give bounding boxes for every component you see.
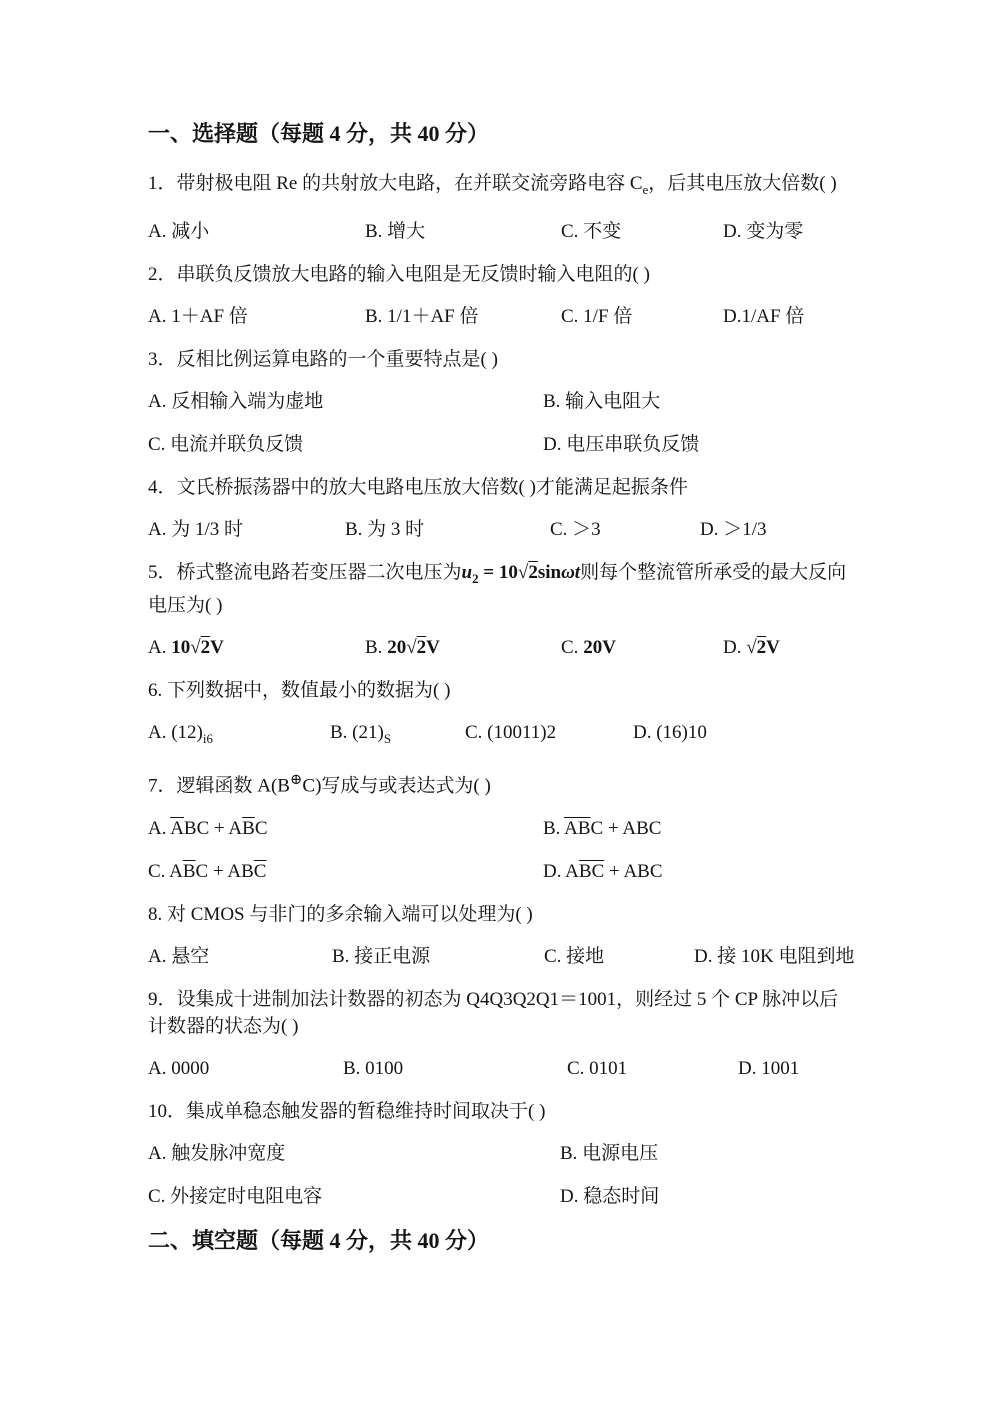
question-1 — [148, 170, 854, 245]
question-7-options-row-1 — [148, 815, 854, 842]
option-4d: D. ＞1/3 — [700, 518, 767, 540]
option-8c: C. 接地 — [544, 945, 605, 967]
option-9d: D. 1001 — [738, 1057, 800, 1079]
option-10a: A. 触发脉冲宽度 — [148, 1142, 286, 1164]
option-9b: B. 0100 — [343, 1057, 404, 1079]
option-7a: A. $\overline{A}BC + A\overline{B}C$ — [148, 817, 268, 839]
question-8-text: 8. 对 CMOS 与非门的多余输入端可以处理为( ) — [148, 903, 533, 925]
question-2 — [148, 261, 854, 330]
question-7-options-row-2 — [148, 858, 854, 885]
question-8 — [148, 901, 854, 970]
option-10d: D. 稳态时间 — [560, 1185, 660, 1207]
option-4b: B. 为 3 时 — [345, 518, 425, 540]
question-5 — [148, 559, 854, 661]
option-5b: B. 20√2V — [365, 636, 440, 658]
option-6a: A. $(12)_{i6}$ — [148, 721, 213, 746]
question-3-options-row-1 — [148, 388, 854, 415]
option-7d: D. $A\overline{B}\overline{C}$ + ABC — [543, 860, 663, 882]
option-4c: C. ＞3 — [550, 518, 601, 540]
question-3 — [148, 346, 854, 458]
question-9-text: 9．设集成十进制加法计数器的初态为 Q4Q3Q2Q1＝1001，则经过 5 个 CP 脉冲以后计数器的状态为( ) — [148, 988, 839, 1037]
option-9a: A. 0000 — [148, 1057, 210, 1079]
exam-document — [148, 119, 854, 1256]
option-2c: C. 1/F 倍 — [561, 305, 633, 327]
option-10c: C. 外接定时电阻电容 — [148, 1185, 323, 1207]
question-2-options — [148, 303, 854, 330]
option-1c: C. 不变 — [561, 220, 622, 242]
question-4-options — [148, 516, 854, 543]
option-3b: B. 输入电阻大 — [543, 390, 661, 412]
option-5c: C. 20V — [561, 636, 616, 658]
question-7-text: 7．逻辑函数 A(B⊕C)写成与或表达式为( ) — [148, 772, 491, 797]
question-10-options-row-1 — [148, 1140, 854, 1167]
question-7 — [148, 767, 854, 884]
option-2a: A. 1＋AF 倍 — [148, 305, 248, 327]
question-4-text: 4．文氏桥振荡器中的放大电路电压放大倍数( )才能满足起振条件 — [148, 476, 688, 498]
option-1b: B. 增大 — [365, 220, 426, 242]
option-1d: D. 变为零 — [723, 220, 804, 242]
question-10 — [148, 1098, 854, 1210]
option-6d: D. (16)10 — [633, 721, 707, 743]
option-7b: B. $\overline{A}\overline{B}C$ + ABC — [543, 817, 662, 839]
question-3-options-row-2 — [148, 431, 854, 458]
option-10b: B. 电源电压 — [560, 1142, 659, 1164]
option-3c: C. 电流并联负反馈 — [148, 433, 304, 455]
option-7c: C. $A\overline{B}C + AB\overline{C}$ — [148, 860, 267, 882]
section-2-heading: 二、填空题（每题 4 分，共 40 分） — [148, 1227, 490, 1253]
question-3-text: 3．反相比例运算电路的一个重要特点是( ) — [148, 348, 498, 370]
section-1-heading: 一、选择题（每题 4 分，共 40 分） — [148, 121, 490, 146]
question-2-text: 2．串联负反馈放大电路的输入电阻是无反馈时输入电阻的( ) — [148, 263, 650, 285]
option-6b: B. $(21)_S$ — [330, 721, 392, 746]
option-6c: C. (10011)2 — [465, 721, 557, 743]
option-5d: D. √2V — [723, 636, 780, 658]
question-9 — [148, 986, 854, 1082]
question-4 — [148, 474, 854, 543]
option-2b: B. 1/1＋AF 倍 — [365, 305, 479, 327]
option-2d: D.1/AF 倍 — [723, 305, 805, 327]
option-4a: A. 为 1/3 时 — [148, 518, 244, 540]
question-5-options — [148, 634, 854, 661]
question-6-options — [148, 719, 854, 752]
option-5a: A. 10√2V — [148, 636, 224, 658]
option-8d: D. 接 10K 电阻到地 — [694, 945, 855, 967]
question-6-text: 6. 下列数据中，数值最小的数据为( ) — [148, 679, 451, 701]
option-8a: A. 悬空 — [148, 945, 210, 967]
question-8-options — [148, 943, 854, 970]
question-1-text: 1．带射极电阻 Re 的共射放大电路，在并联交流旁路电容 $C_e$，后其电压放大倍数( ) — [148, 173, 837, 197]
option-1a: A. 减小 — [148, 220, 210, 242]
question-9-options — [148, 1055, 854, 1082]
question-5-text: 5．桥式整流电路若变压器二次电压为$u_2 = 10√2\sin\omega t$则每个整流管所承受的最大反向电压为( ) — [148, 561, 847, 616]
question-1-options — [148, 218, 854, 245]
question-6 — [148, 677, 854, 752]
option-8b: B. 接正电源 — [332, 945, 431, 967]
option-3a: A. 反相输入端为虚地 — [148, 390, 324, 412]
option-3d: D. 电压串联负反馈 — [543, 433, 700, 455]
question-10-text: 10．集成单稳态触发器的暂稳维持时间取决于( ) — [148, 1100, 546, 1122]
option-9c: C. 0101 — [567, 1057, 628, 1079]
question-10-options-row-2 — [148, 1183, 854, 1210]
